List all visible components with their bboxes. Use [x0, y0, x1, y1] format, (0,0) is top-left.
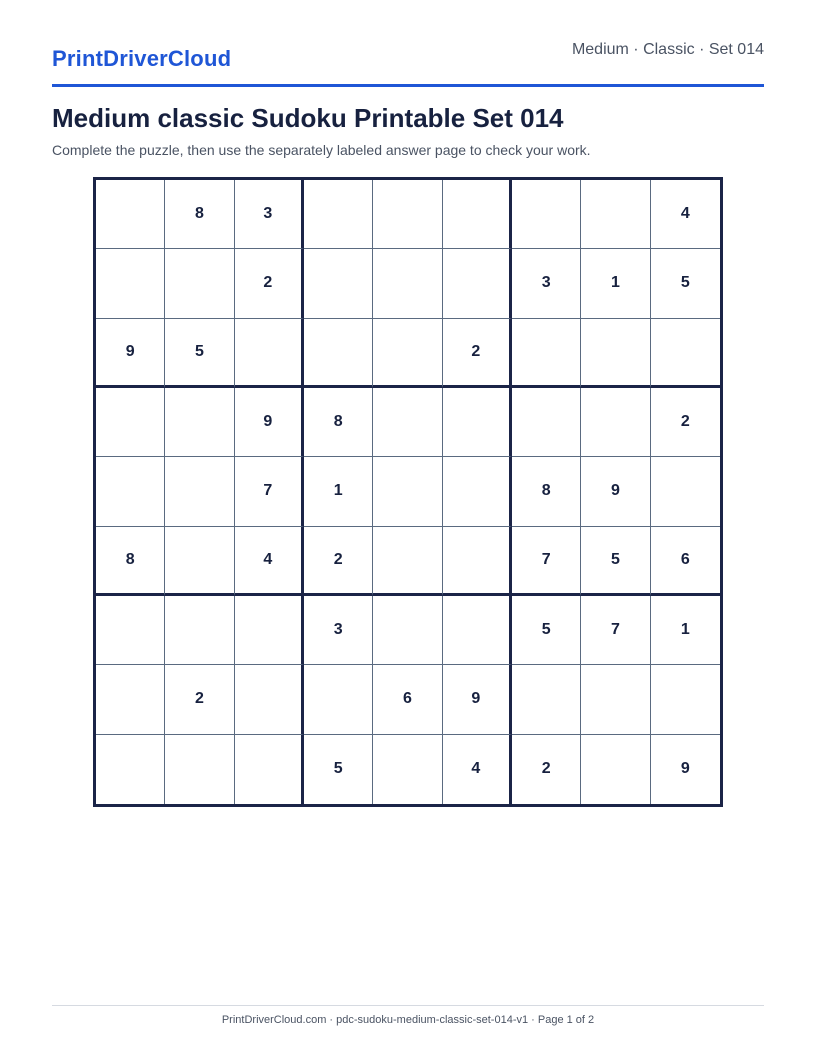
sudoku-cell	[96, 457, 165, 526]
sudoku-cell: 2	[512, 735, 581, 804]
sudoku-cell: 8	[96, 527, 165, 596]
sudoku-cell	[235, 596, 304, 665]
sudoku-cell: 5	[304, 735, 373, 804]
sudoku-cell	[443, 388, 512, 457]
sudoku-cell: 8	[512, 457, 581, 526]
sudoku-cell	[235, 319, 304, 388]
sudoku-cell	[581, 735, 650, 804]
sudoku-cell: 3	[235, 180, 304, 249]
brand-logo[interactable]: PrintDriverCloud	[52, 46, 232, 71]
sudoku-cell: 5	[651, 249, 720, 318]
sudoku-cell	[304, 249, 373, 318]
sudoku-cell	[96, 180, 165, 249]
sudoku-cell	[581, 180, 650, 249]
sudoku-cell: 2	[165, 665, 234, 734]
sudoku-cell: 4	[235, 527, 304, 596]
sudoku-cell	[304, 319, 373, 388]
sudoku-cell	[165, 527, 234, 596]
sudoku-cell: 5	[165, 319, 234, 388]
sudoku-cell	[235, 665, 304, 734]
sudoku-cell	[581, 388, 650, 457]
sudoku-cell	[512, 665, 581, 734]
sudoku-cell	[373, 249, 442, 318]
sudoku-cell	[512, 319, 581, 388]
sudoku-cell	[96, 665, 165, 734]
sudoku-cell	[651, 457, 720, 526]
footer-divider	[52, 1005, 764, 1006]
sudoku-cell	[443, 527, 512, 596]
sudoku-cell: 2	[304, 527, 373, 596]
sudoku-cell: 5	[581, 527, 650, 596]
sudoku-cell	[651, 665, 720, 734]
sudoku-cell	[96, 596, 165, 665]
sudoku-cell: 8	[304, 388, 373, 457]
sudoku-cell	[304, 180, 373, 249]
sudoku-cell	[373, 388, 442, 457]
sudoku-cell	[165, 457, 234, 526]
sudoku-cell	[651, 319, 720, 388]
sudoku-cell	[165, 735, 234, 804]
sudoku-cell: 3	[512, 249, 581, 318]
sudoku-cell	[373, 319, 442, 388]
sudoku-cell	[165, 249, 234, 318]
sudoku-cell	[373, 735, 442, 804]
sudoku-cell	[235, 735, 304, 804]
sudoku-cell	[373, 527, 442, 596]
page-title: Medium classic Sudoku Printable Set 014	[52, 103, 564, 133]
sudoku-cell: 6	[373, 665, 442, 734]
sudoku-cell: 2	[235, 249, 304, 318]
sudoku-cell: 9	[680, 760, 690, 778]
puzzle-meta: Medium · Classic · Set 014	[571, 41, 764, 58]
page-footer: PrintDriverCloud.com · pdc-sudoku-medium-classic-set-014-v1 · Page 1 of 2	[221, 1014, 595, 1026]
sudoku-cell: 1	[651, 596, 720, 665]
sudoku-cell: 3	[304, 596, 373, 665]
sudoku-cell	[373, 180, 442, 249]
sudoku-cell: 2	[443, 319, 512, 388]
sudoku-cell: 4	[651, 180, 720, 249]
sudoku-cell: 5	[512, 596, 581, 665]
sudoku-cell	[443, 596, 512, 665]
sudoku-cell: 8	[165, 180, 234, 249]
sudoku-cell	[443, 180, 512, 249]
sudoku-cell: 1	[581, 249, 650, 318]
page-subtitle: Complete the puzzle, then use the separately labeled answer page to check your work.	[52, 142, 591, 158]
sudoku-cell	[96, 388, 165, 457]
sudoku-cell: 2	[651, 388, 720, 457]
sudoku-cell	[443, 249, 512, 318]
sudoku-cell: 7	[512, 527, 581, 596]
sudoku-cell: 1	[304, 457, 373, 526]
sudoku-cell	[581, 665, 650, 734]
sudoku-cell: 7	[235, 457, 304, 526]
sudoku-cell: 7	[581, 596, 650, 665]
sudoku-cell: 9	[235, 388, 304, 457]
sudoku-cell	[165, 388, 234, 457]
sudoku-cell: 9	[581, 457, 650, 526]
sudoku-cell	[373, 457, 442, 526]
sudoku-cell: 9	[96, 319, 165, 388]
sudoku-cell: 9	[443, 665, 512, 734]
sudoku-cell	[96, 249, 165, 318]
sudoku-grid	[93, 177, 723, 807]
sudoku-cell	[512, 388, 581, 457]
sudoku-cell: 4	[443, 735, 512, 804]
sudoku-cell	[512, 180, 581, 249]
page-header	[52, 38, 764, 87]
sudoku-cell	[304, 665, 373, 734]
sudoku-cell	[165, 596, 234, 665]
sudoku-cell	[581, 319, 650, 388]
sudoku-cell	[96, 735, 165, 804]
sudoku-cell	[373, 596, 442, 665]
sudoku-cell: 6	[651, 527, 720, 596]
sudoku-cell	[443, 457, 512, 526]
